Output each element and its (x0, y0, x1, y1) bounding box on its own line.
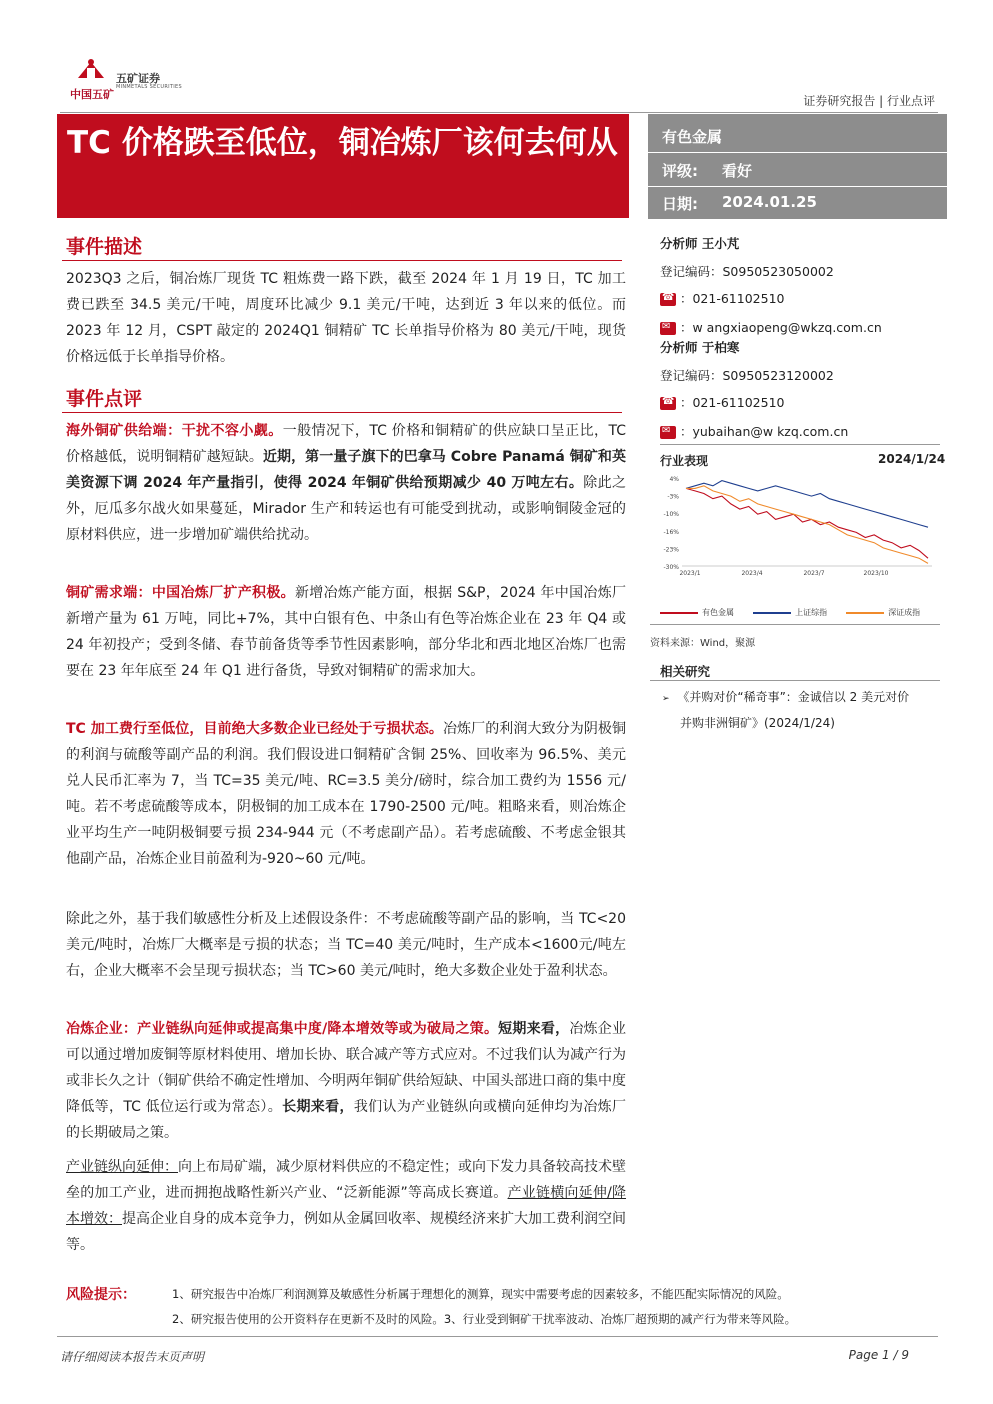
paragraph-supply (66, 418, 626, 548)
analyst-name: 分析师 王小芃 (660, 236, 740, 251)
x-tick-label: 2023/4 (741, 570, 763, 577)
report-type-label: 证券研究报告 | 行业点评 (803, 94, 935, 108)
report-title: TC 价格跌至低位，铜冶炼厂该何去何从 (67, 125, 618, 161)
analyst-email-row: ✉ ：yubaihan@w kzq.com.cn (660, 422, 848, 440)
rating-panel (648, 114, 947, 219)
phone-icon (660, 397, 676, 410)
paragraph-text: 一般情况下，TC 价格和铜精矿的供应缺口呈正比，TC 价格越低，说明铜精矿越短缺。 (66, 423, 626, 465)
legend-swatch (753, 612, 791, 614)
paragraph-emphasis: 近期，第一量子旗下的巴拿马 Cobre Panamá 铜矿和英美资源下调 2024 年产量指引，使得 2024 年铜矿供给预期减少 40 万吨左右。 (66, 449, 626, 491)
y-tick-label: -10% (663, 511, 679, 519)
minmetals-emblem-icon (76, 58, 106, 80)
risk-line-1: 1、研究报告中冶炼厂利润测算及敏感性分析属于理想化的测算，现实中需要考虑的因素较多，不能匹配实际情况的风险。 (172, 1287, 789, 1301)
related-item[interactable] (662, 688, 909, 705)
paragraph-tc-loss (66, 716, 626, 872)
email-icon (660, 322, 676, 335)
legend-swatch (660, 612, 698, 614)
section-heading-event-desc: 事件描述 (66, 236, 143, 258)
series-line (686, 486, 928, 564)
analyst-reg: 登记编码：S0950523120002 (660, 368, 834, 383)
paragraph-emphasis: 长期来看， (282, 1099, 354, 1115)
related-item-line1: 《并购对价“稀奇事”：金诚信以 2 美元对价 (677, 690, 910, 704)
chart-top-rule (660, 444, 940, 445)
paragraph-text: 我们认为产业链纵向或横向延伸均为冶炼厂的长期破局之策。 (66, 1099, 626, 1141)
analyst-tel-row: ☎ ：021-61102510 (660, 393, 848, 411)
chart-title: 行业表现 (660, 454, 709, 468)
rating-label: 评级: (662, 162, 698, 180)
analyst-tel-row: ☎ ：021-61102510 (660, 289, 882, 307)
legend-item (660, 608, 734, 617)
company-logo (66, 56, 186, 106)
phone-icon (660, 293, 676, 306)
paragraph-text: 向上布局矿端，减少原材料供应的不稳定性；或向下发力具备较高技术壁垒的加工产业，进而拥抱战略性新兴产业、“泛新能源”等高成长赛道。 (66, 1159, 626, 1201)
paragraph-underline: 产业链纵向延伸： (66, 1159, 178, 1175)
date-separator (648, 186, 947, 187)
paragraph-underline: 产业链横向延伸/降本增效： (66, 1185, 627, 1227)
y-tick-label: -23% (663, 546, 679, 554)
logo-wk-en-text: MINMETALS SECURITIES (116, 84, 182, 90)
rating-value: 看好 (722, 162, 753, 180)
y-tick-label: 4% (669, 476, 679, 483)
date-value: 2024.01.25 (722, 193, 817, 211)
event-desc-paragraph: 2023Q3 之后，铜冶炼厂现货 TC 粗炼费一路下跌，截至 2024 年 1 月 19 日，TC 加工费已跌至 34.5 美元/干吨，周度环比减少 9.1 美元/干吨，达到近 3 年以来的低位。而 2023 年 12 月，CSPT 敲定的 2024Q1 铜精矿 TC 长单指导价格为 80 美元/干吨，现货价格远低于长单指导价格。 (66, 271, 626, 365)
title-banner (57, 114, 629, 218)
chart-source: 资料来源：Wind，聚源 (650, 638, 756, 649)
chart-bottom-rule (650, 624, 940, 625)
footer-disclaimer: 请仔细阅读本报告末页声明 (60, 1350, 205, 1364)
paragraph-text: 冶炼厂的利润大致分为阴极铜的利润与硫酸等副产品的利润。我们假设进口铜精矿含铜 25%、回收率为 96.5%、美元兑人民币汇率为 7，当 TC=35 美元/吨、RC=3.5 美分/磅时，综合加工费约为 1556 元/吨。若不考虑硫酸等成本，阴极铜的加工成本在 1790-2500 元/吨。粗略来看，则冶炼企业平均生产一吨阴极铜要亏损 234-944 元（不考虑副产品）。若考虑硫酸、不考虑金银其他副产品，冶炼企业目前盈利为-920~60 元/吨。 (66, 721, 626, 867)
analyst-name: 分析师 于柏寒 (660, 340, 740, 355)
x-tick-label: 2023/10 (863, 570, 889, 577)
analyst-email[interactable]: w angxiaopeng@wkzq.com.cn (692, 320, 882, 335)
chart-legend (660, 600, 940, 619)
analyst-card-1 (660, 234, 882, 336)
analyst-tel: 021-61102510 (692, 395, 785, 410)
section-heading-event-review: 事件点评 (66, 388, 143, 410)
legend-item (846, 608, 920, 617)
footer-divider (57, 1336, 938, 1337)
chart-date: 2024/1/24 (878, 452, 946, 466)
legend-swatch (846, 612, 884, 614)
analyst-tel: 021-61102510 (692, 291, 785, 306)
x-tick-label: 2023/1 (679, 570, 701, 577)
y-tick-label: -16% (663, 528, 679, 536)
paragraph-text: 提高企业自身的成本竞争力，例如从金属回收率、规模经济来扩大加工费利润空间等。 (66, 1211, 626, 1253)
email-icon (660, 426, 676, 439)
paragraph-text: 除此之外，厄瓜多尔战火如果蔓延，Mirador 生产和转运也有可能受到扰动，或影响铜陵金冠的原材料供应，进一步增加矿端供给扰动。 (66, 475, 627, 543)
y-tick-label: -30% (663, 564, 679, 571)
related-rule (650, 680, 940, 681)
paragraph-sensitivity: 除此之外，基于我们敏感性分析及上述假设条件：不考虑硫酸等副产品的影响，当 TC<20 美元/吨时，冶炼厂大概率是亏损的状态；当 TC=40 美元/吨时，生产成本<1600元/吨左右，企业大概率不会呈现亏损状态；当 TC>60 美元/吨时，绝大多数企业处于盈利状态。 (66, 911, 626, 979)
date-label: 日期: (662, 195, 698, 213)
legend-label: 深证成指 (888, 608, 921, 617)
header-divider (60, 112, 938, 113)
paragraph-lead: 海外铜矿供给端：干扰不容小觑。 (66, 423, 283, 439)
paragraph-smelter (66, 1016, 626, 1146)
bullet-arrow-icon: ➢ (662, 694, 670, 704)
related-heading: 相关研究 (660, 664, 711, 679)
analyst-reg: 登记编码：S0950523050002 (660, 264, 834, 279)
series-line (686, 488, 928, 558)
industry-performance-chart (656, 470, 940, 580)
sector-name: 有色金属 (662, 128, 723, 146)
paragraph-lead: TC 加工费行至低位，目前绝大多数企业已经处于亏损状态。 (66, 721, 443, 737)
analyst-card-2 (660, 338, 848, 440)
related-item-line2: 并购非洲铜矿》(2024/1/24) (680, 716, 835, 730)
x-tick-label: 2023/7 (803, 570, 825, 577)
paragraph-lead: 铜矿需求端：中国冶炼厂扩产积极。 (66, 585, 295, 601)
section-rule (62, 260, 622, 261)
legend-item (753, 608, 827, 617)
paragraph-text: 冶炼企业可以通过增加废铜等原材料使用、增加长协、联合减产等方式应对。不过我们认为减产行为或非长久之计（铜矿供给不确定性增加、今明两年铜矿供给短缺、中国头部进口商的集中度降低等，TC 低位运行或为常态）。 (66, 1021, 626, 1115)
paragraph-extension (66, 1154, 626, 1258)
legend-label: 上证综指 (795, 608, 828, 617)
paragraph-text: 新增冶炼产能方面，根据 S&P，2024 年中国冶炼厂新增产量为 61 万吨，同比+7%，其中白银有色、中条山有色等冶炼企业在 23 年 Q4 或 24 年初投产；受到冬储、春节前备货等季节性因素影响，部分华北和西北地区冶炼厂也需要在 23 年年底至 24 年 Q1 进行备货，导致对铜精矿的需求加大。 (66, 585, 627, 679)
section-rule (62, 412, 622, 413)
risk-line-2: 2、研究报告使用的公开资料存在更新不及时的风险。3、行业受到铜矿干扰率波动、冶炼厂超预期的减产行为带来等风险。 (172, 1312, 797, 1326)
analyst-email[interactable]: yubaihan@w kzq.com.cn (692, 424, 849, 439)
y-tick-label: -3% (667, 493, 679, 501)
analyst-email-row: ✉ ：w angxiaopeng@wkzq.com.cn (660, 318, 882, 336)
paragraph-demand (66, 580, 626, 684)
rating-separator (648, 152, 947, 153)
logo-wk-text: 五矿证券 (116, 72, 160, 85)
paragraph-lead: 冶炼企业：产业链纵向延伸或提高集中度/降本增效等或为破局之策。 (66, 1021, 499, 1037)
risk-label: 风险提示： (66, 1287, 136, 1303)
legend-label: 有色金属 (702, 608, 734, 617)
logo-cn-text: 中国五矿 (70, 88, 114, 101)
page-number: Page 1 / 9 (848, 1348, 909, 1362)
paragraph-emphasis: 短期来看， (498, 1021, 570, 1037)
